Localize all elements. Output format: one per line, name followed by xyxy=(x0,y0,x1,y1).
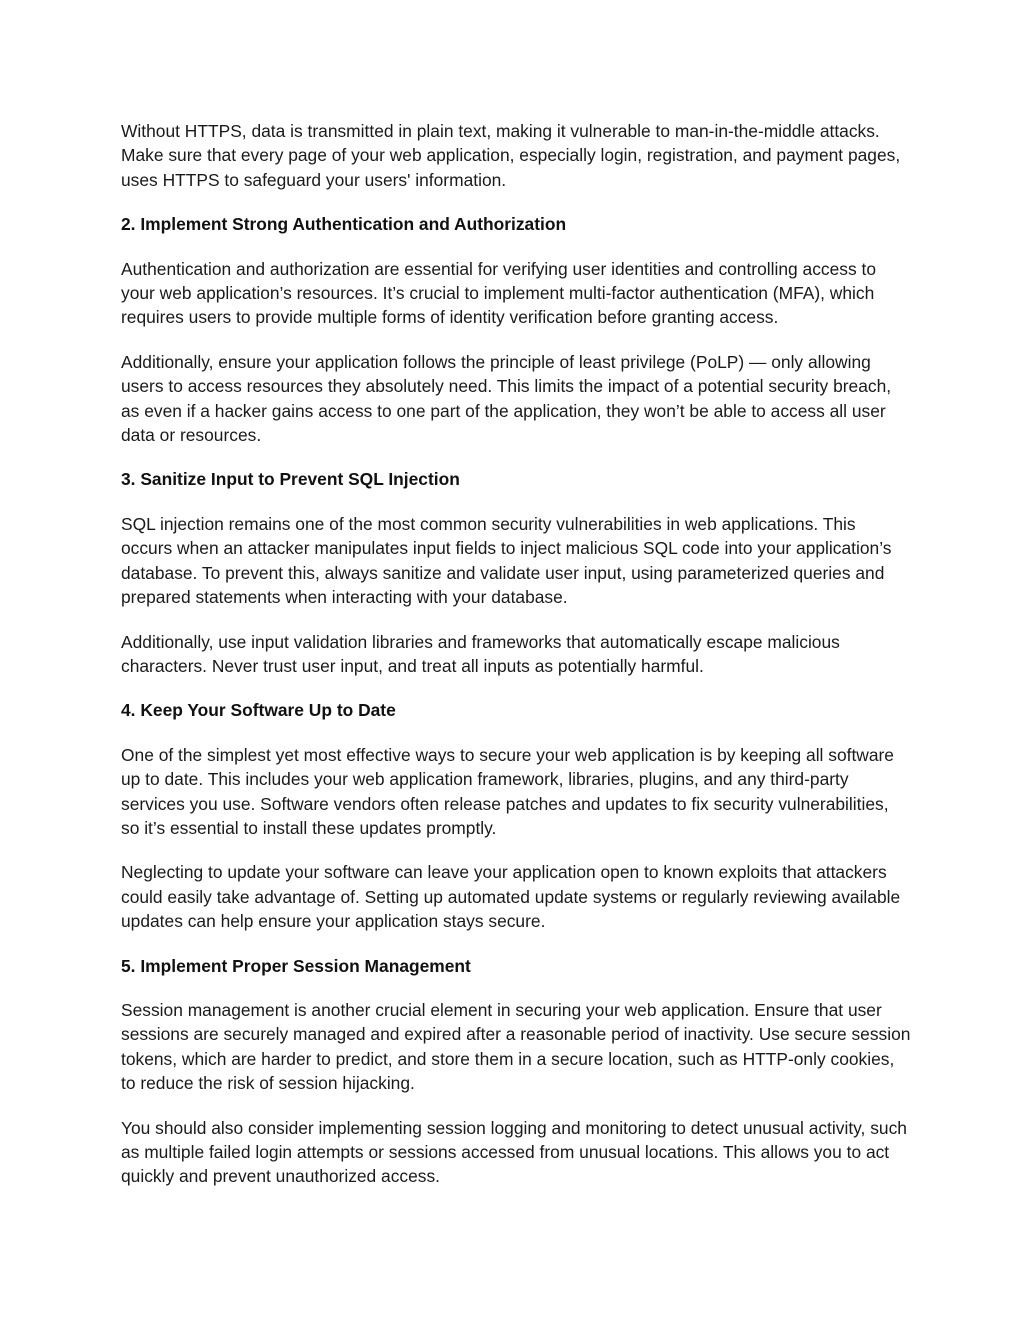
paragraph-sql-injection: SQL injection remains one of the most common security vulnerabilities in web applications. This occurs when an attacker manipulates input fields to inject malicious SQL code into your application’s database. To prevent this, always sanitize and validate user input, using parameterized queries and prepared statements when interacting with your database. xyxy=(121,513,892,608)
paragraph-least-privilege: Additionally, ensure your application follows the principle of least privilege (PoLP) — only allowing users to access resources they absolutely need. This limits the impact of a potential security breach, as even if a hacker gains access to one part of the application, they won’t be able to access all user data or resources. xyxy=(121,351,892,446)
paragraph-authentication-mfa: Authentication and authorization are essential for verifying user identities and controlling access to your web application’s resources. It’s crucial to implement multi-factor authentication (MFA), which requires users to provide multiple forms of identity verification before granting access. xyxy=(121,258,876,328)
heading-software-updates: 4. Keep Your Software Up to Date xyxy=(121,700,396,721)
heading-session-management: 5. Implement Proper Session Management xyxy=(121,955,471,976)
paragraph-input-validation: Additionally, use input validation libraries and frameworks that automatically escape malicious characters. Never trust user input, and treat all inputs as potentially harmful. xyxy=(121,631,840,676)
paragraph-session-management: Session management is another crucial element in securing your web application. Ensure that user sessions are securely managed and expired after a reasonable period of inactivity. Use secure session tokens, which are harder to predict, and store them in a secure location, such as HTTP-only cookies, to reduce the risk of session hijacking. xyxy=(121,999,911,1094)
paragraph-software-updates: One of the simplest yet most effective ways to secure your web application is by keeping all software up to date. This includes your web application framework, libraries, plugins, and any third-party services you use. Software vendors often release patches and updates to fix security vulnerabilities, so it’s essential to install these updates promptly. xyxy=(121,744,894,838)
paragraph-https: Without HTTPS, data is transmitted in plain text, making it vulnerable to man-in-the-middle attacks. Make sure that every page of your web application, especially login, registration, and payment pages, uses HTTPS to safeguard your users' information. xyxy=(121,121,901,190)
paragraph-session-monitoring: You should also consider implementing session logging and monitoring to detect unusual activity, such as multiple failed login attempts or sessions accessed from unusual locations. This allows you to act quickly and prevent unauthorized access. xyxy=(121,1117,907,1187)
heading-sql-injection: 3. Sanitize Input to Prevent SQL Injection xyxy=(121,469,460,490)
document-page xyxy=(121,119,911,1209)
heading-authentication: 2. Implement Strong Authentication and Authorization xyxy=(121,214,567,235)
paragraph-neglecting-updates: Neglecting to update your software can leave your application open to known exploits that attackers could easily take advantage of. Setting up automated update systems or regularly reviewing available updates can help ensure your application stays secure. xyxy=(121,862,901,932)
